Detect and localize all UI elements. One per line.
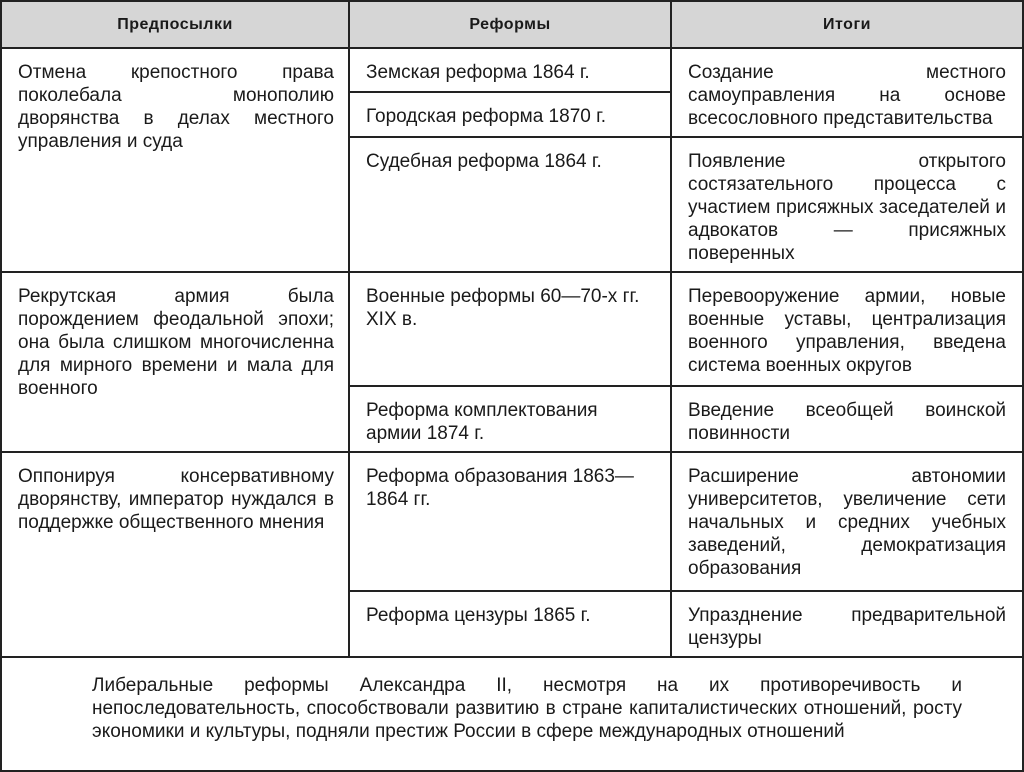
reform-cell: Реформа цензуры 1865 г. xyxy=(349,591,671,657)
header-row xyxy=(1,1,1023,48)
header-reforms: Реформы xyxy=(349,1,671,48)
result-cell: Введение всеобщей воинской повинности xyxy=(671,386,1023,452)
prerequisite-cell: Отмена крепостного права поколебала монополию дворянства в делах местного управления и суда xyxy=(1,48,349,272)
table-row xyxy=(1,272,1023,386)
table-row xyxy=(1,452,1023,591)
result-cell: Появление открытого состязательного процесса с участием присяжных заседателей и адвокатов — присяжных поверенных xyxy=(671,137,1023,272)
table-row xyxy=(1,48,1023,92)
result-cell: Перевооружение армии, новые военные уставы, централизация военного управления, введена система военных округов xyxy=(671,272,1023,386)
reform-cell: Судебная реформа 1864 г. xyxy=(349,137,671,272)
reform-cell: Реформа комплектования армии 1874 г. xyxy=(349,386,671,452)
reform-cell: Земская реформа 1864 г. xyxy=(349,48,671,92)
result-cell: Создание местного самоуправления на основе всесословного представительства xyxy=(671,48,1023,137)
summary-text: Либеральные реформы Александра II, несмотря на их противоречивость и непоследовательность, способствовали развитию в стране капиталистических отношений, росту экономики и культуры, подняли престиж России в сфере международных отношений xyxy=(1,657,1023,771)
result-cell: Расширение автономии университетов, увеличение сети начальных и средних учебных заведений, демократизация образования xyxy=(671,452,1023,591)
prerequisite-cell: Оппонируя консервативному дворянству, император нуждался в поддержке общественного мнения xyxy=(1,452,349,657)
reform-cell: Реформа образования 1863—1864 гг. xyxy=(349,452,671,591)
reform-cell: Военные реформы 60—70-х гг. XIX в. xyxy=(349,272,671,386)
header-results: Итоги xyxy=(671,1,1023,48)
summary-row xyxy=(1,657,1023,771)
reform-cell: Городская реформа 1870 г. xyxy=(349,92,671,137)
prerequisite-cell: Рекрутская армия была порождением феодальной эпохи; она была слишком многочисленна для мирного времени и мала для военного xyxy=(1,272,349,452)
result-cell: Упразднение предварительной цензуры xyxy=(671,591,1023,657)
header-prerequisites: Предпосылки xyxy=(1,1,349,48)
